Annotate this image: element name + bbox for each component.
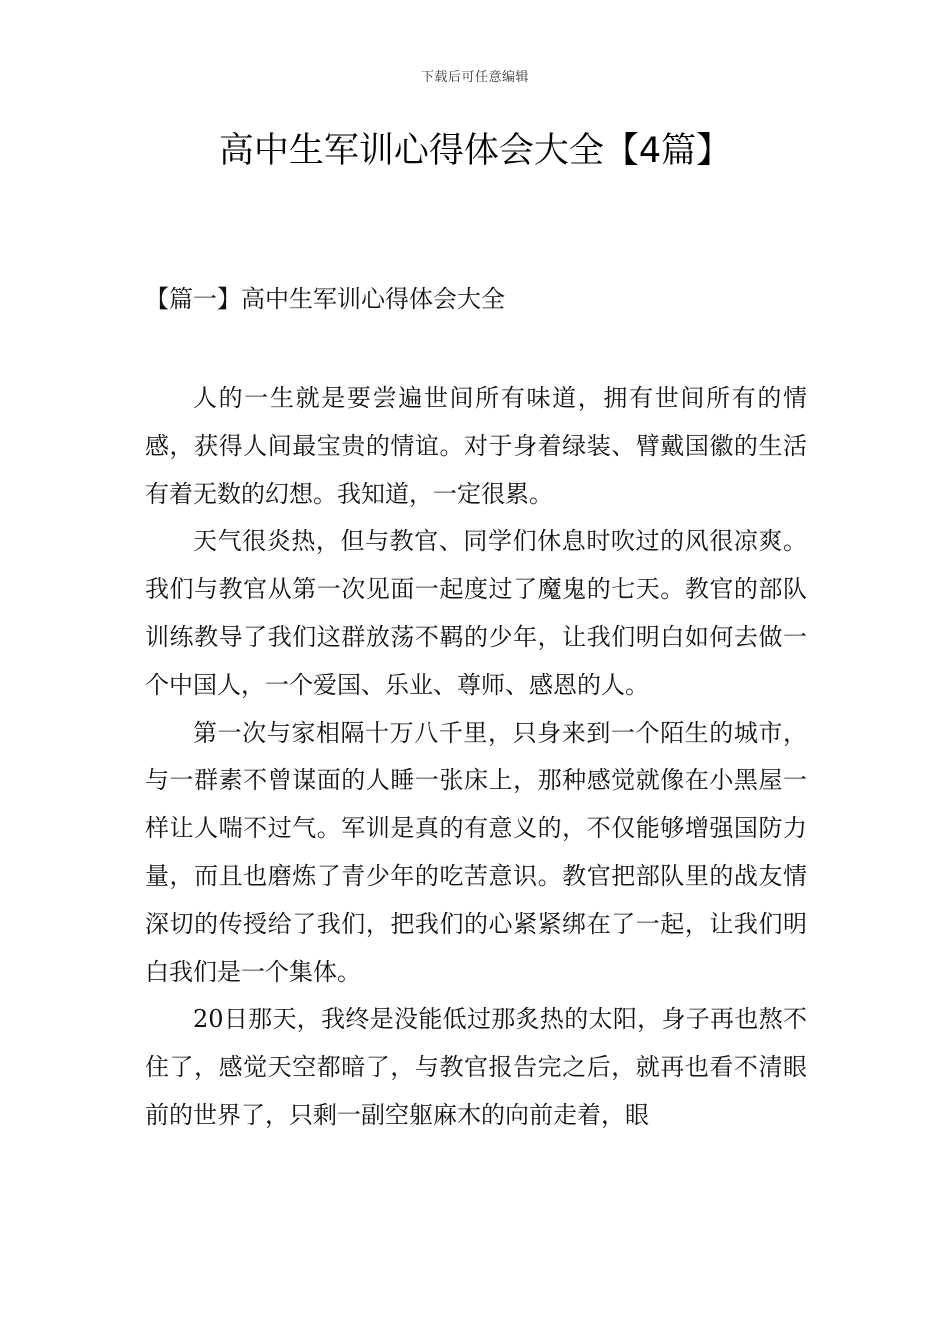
paragraph-1: 人的一生就是要尝遍世间所有味道，拥有世间所有的情感，获得人间最宝贵的情谊。对于身着绿装、臂戴国徽的生活有着无数的幻想。我知道，一定很累。 — [145, 384, 807, 508]
header-note: 下载后可任意编辑 — [420, 70, 529, 85]
paragraph-2: 天气很炎热，但与教官、同学们休息时吹过的风很凉爽。我们与教官从第一次见面一起度过了魔鬼的七天。教官的部队训练教导了我们这群放荡不羁的少年，让我们明白如何去做一个中国人，一个爱国、乐业、尊师、感恩的人。 — [145, 527, 807, 699]
paragraph-4: 20日那天，我终是没能低过那炙热的太阳，身子再也熬不住了，感觉天空都暗了，与教官报告完之后，就再也看不清眼前的世界了，只剩一副空躯麻木的向前走着，眼 — [145, 1005, 807, 1129]
body-text — [145, 375, 807, 1140]
section-heading: 【篇一】高中生军训心得体会大全 — [145, 285, 505, 313]
paragraph-3: 第一次与家相隔十万八千里，只身来到一个陌生的城市，与一群素不曾谋面的人睡一张床上，那种感觉就像在小黑屋一样让人喘不过气。军训是真的有意义的，不仅能够增强国防力量，而且也磨炼了青少年的吃苦意识。教官把部队里的战友情深切的传授给了我们，把我们的心紧紧绑在了一起，让我们明白我们是一个集体。 — [145, 718, 807, 986]
document-title: 高中生军训心得体会大全【4篇】 — [218, 131, 732, 171]
